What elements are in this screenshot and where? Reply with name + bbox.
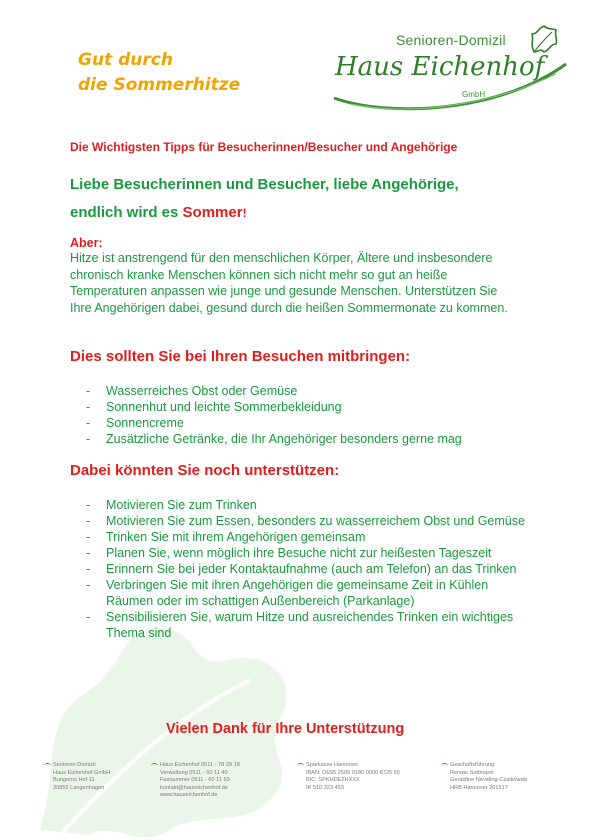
- aber-heading: Aber:: [70, 236, 103, 250]
- greeting-line-1: Liebe Besucherinnen und Besucher, liebe Angehörige,: [70, 176, 459, 193]
- list-item: - Sonnenhut und leichte Sommerbekleidung: [86, 399, 526, 415]
- footer-line: Sparkasse Hannover: [306, 762, 359, 768]
- slogan: [78, 48, 240, 98]
- logo-tagline: Senioren-Domizil: [396, 32, 506, 48]
- leaf-mark-icon: [297, 763, 304, 769]
- footer-line: Haus Eichenhof 0511 - 78 29 18: [160, 762, 240, 768]
- company-logo: [330, 20, 570, 115]
- footer-line: Geschäftsführung:: [450, 762, 496, 768]
- footer-line: 30855 Langenhagen: [53, 784, 105, 791]
- support-heading: Dabei könnten Sie noch unterstützen:: [70, 462, 340, 479]
- greeting-highlight: Sommer: [182, 204, 243, 221]
- logo-name: Haus Eichenhof: [335, 52, 545, 82]
- footer-line: IK 510 323 453: [306, 784, 344, 791]
- logo-company-form: GmbH: [462, 90, 486, 99]
- thanks-closing: Vielen Dank für Ihre Unterstützung: [166, 721, 405, 737]
- greeting-suffix: !: [242, 206, 247, 220]
- footer-website-link[interactable]: www.hauseichenhof.de: [160, 792, 218, 799]
- footer-line: HRB Hannover 201517: [450, 784, 508, 791]
- footer-line: Bungerns Hof 11: [53, 777, 95, 784]
- footer-line: Haus Eichenhof GmbH: [53, 769, 111, 776]
- footer: [48, 762, 568, 812]
- slogan-line-1: Gut durch: [78, 50, 173, 70]
- footer-address: [53, 762, 110, 792]
- list-item: - Planen Sie, wenn möglich ihre Besuche nicht zur heißesten Tageszeit: [86, 545, 526, 561]
- footer-line: Verwaltung 0511 - 60 11 40: [160, 769, 228, 776]
- footer-management: [450, 762, 527, 792]
- list-item: - Motivieren Sie zum Trinken: [86, 497, 526, 513]
- leaf-mark-icon: [441, 763, 448, 769]
- footer-line: Renate Sottmann: [450, 769, 494, 776]
- bring-heading: Dies sollten Sie bei Ihren Besuchen mitbringen:: [70, 348, 411, 365]
- list-item: - Verbringen Sie mit ihren Angehörigen die gemeinsame Zeit in Kühlen Räumen oder im schattigen Außenbereich (Parkanlage): [86, 577, 526, 609]
- footer-contact: [160, 762, 240, 800]
- slogan-line-2: die Sommerhitze: [78, 75, 241, 95]
- bring-list: [86, 383, 526, 447]
- list-item: - Motivieren Sie zum Essen, besonders zu wasserreichem Obst und Gemüse: [86, 513, 526, 529]
- document-subtitle: Die Wichtigsten Tipps für Besucherinnen/Besucher und Angehörige: [70, 140, 458, 154]
- greeting-line-2: [70, 204, 247, 221]
- footer-email-link[interactable]: kontakt@hauseichenhof.de: [160, 784, 228, 791]
- footer-line: BIC: SPKHDE2HXXX: [306, 777, 360, 784]
- list-item: - Erinnern Sie bei jeder Kontaktaufnahme (auch am Telefon) an das Trinken: [86, 561, 526, 577]
- list-item: - Trinken Sie mit ihrem Angehörigen gemeinsam: [86, 529, 526, 545]
- footer-line: Faxnummer 0511 - 60 11 59: [160, 777, 230, 784]
- list-item: - Sensibilisieren Sie, warum Hitze und ausreichendes Trinken ein wichtiges Thema sind: [86, 609, 526, 641]
- list-item: - Wasserreiches Obst oder Gemüse: [86, 383, 526, 399]
- footer-line: Geraldine Neveling-Czaikowski: [450, 777, 528, 784]
- aber-paragraph: Hitze ist anstrengend für den menschlichen Körper, Ältere und insbesondere chronisch kranke Menschen können sich nicht mehr so gut an heiße Temperaturen anpassen wie junge und gesunde Menschen. Unterstützen Sie Ihre Angehörigen dabei, gesund durch die heißen Sommermonate zu kommen.: [70, 251, 508, 315]
- footer-line: Senioren-Domizil: [53, 762, 96, 768]
- list-item: - Zusätzliche Getränke, die Ihr Angehöriger besonders gerne mag: [86, 431, 526, 447]
- footer-bank: [306, 762, 400, 792]
- leaf-mark-icon: [44, 763, 51, 769]
- footer-line: IBAN: DE95 2505 0180 0000 8725 55: [306, 769, 400, 776]
- list-item: - Sonnencreme: [86, 415, 526, 431]
- leaf-mark-icon: [151, 763, 158, 769]
- support-list: [86, 497, 526, 641]
- greeting-prefix: endlich wird es: [70, 204, 183, 221]
